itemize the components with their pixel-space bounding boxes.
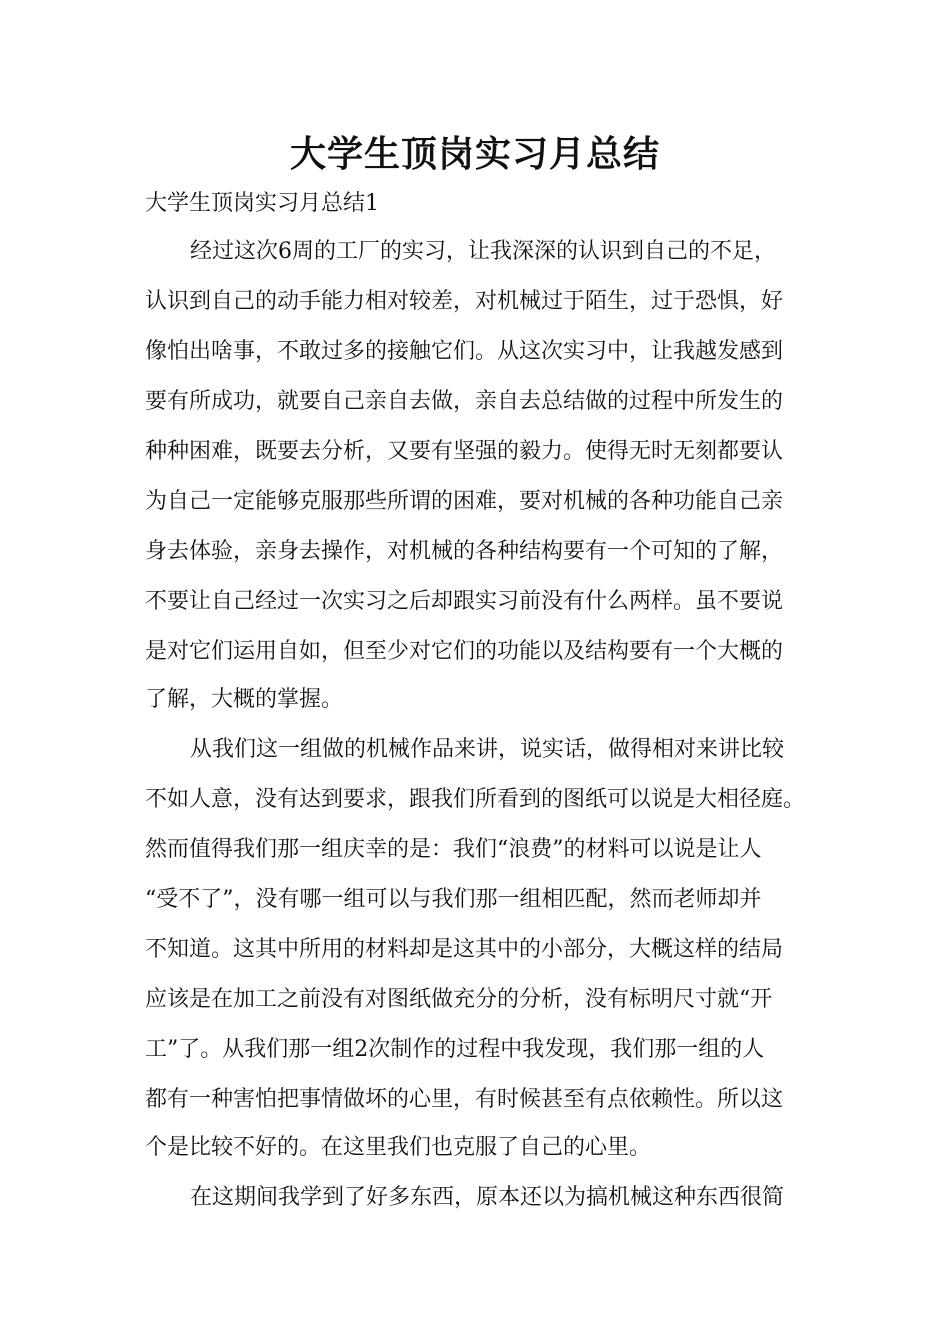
paragraph-2-line-9: 个是比较不好的。在这里我们也克服了自己的心里。 [145,1135,652,1160]
document-subtitle: 大学生顶岗实习月总结1 [145,191,379,216]
paragraph-2-line-4: “受不了”，没有哪一组可以与我们那一组相匹配，然而老师却并 [145,887,762,912]
paragraph-1-line-10: 了解，大概的掌握。 [145,687,344,712]
paragraph-2-line-1: 从我们这一组做的机械作品来讲，说实话，做得相对来讲比较 [190,737,785,762]
paragraph-1-line-8: 不要让自己经过一次实习之后却跟实习前没有什么两样。虽不要说 [145,589,784,614]
paragraph-2-line-7: 工”了。从我们那一组2次制作的过程中我发现，我们那一组的人 [145,1037,765,1062]
paragraph-1-line-3: 像怕出啥事，不敢过多的接触它们。从这次实习中，让我越发感到 [145,339,784,364]
paragraph-2-line-3: 然而值得我们那一组庆幸的是：我们“浪费”的材料可以说是让人 [145,837,762,862]
paragraph-1-line-4: 要有所成功，就要自己亲自去做，亲自去总结做的过程中所发生的 [145,389,784,414]
paragraph-1-line-2: 认识到自己的动手能力相对较差，对机械过于陌生，过于恐惧，好 [145,289,784,314]
paragraph-3-line-1: 在这期间我学到了好多东西，原本还以为搞机械这种东西很简 [190,1185,785,1210]
paragraph-1-line-7: 身去体验，亲身去操作，对机械的各种结构要有一个可知的了解， [145,539,784,564]
paragraph-1-line-6: 为自己一定能够克服那些所谓的困难，要对机械的各种功能自己亲 [145,489,784,514]
document-title: 大学生顶岗实习月总结 [289,133,660,175]
paragraph-2-line-2: 不如人意，没有达到要求，跟我们所看到的图纸可以说是大相径庭。 [145,787,806,812]
paragraph-2-line-8: 都有一种害怕把事情做坏的心里，有时候甚至有点依赖性。所以这 [145,1087,784,1112]
paragraph-1-line-9: 是对它们运用自如，但至少对它们的功能以及结构要有一个大概的 [145,639,784,664]
paragraph-1-line-1: 经过这次6周的工厂的实习，让我深深的认识到自己的不足， [190,239,776,264]
paragraph-2-line-5: 不知道。这其中所用的材料却是这其中的小部分，大概这样的结局 [145,937,784,962]
paragraph-1-line-5: 种种困难，既要去分析，又要有坚强的毅力。使得无时无刻都要认 [145,439,784,464]
paragraph-2-line-6: 应该是在加工之前没有对图纸做充分的分析，没有标明尺寸就“开 [145,987,773,1012]
